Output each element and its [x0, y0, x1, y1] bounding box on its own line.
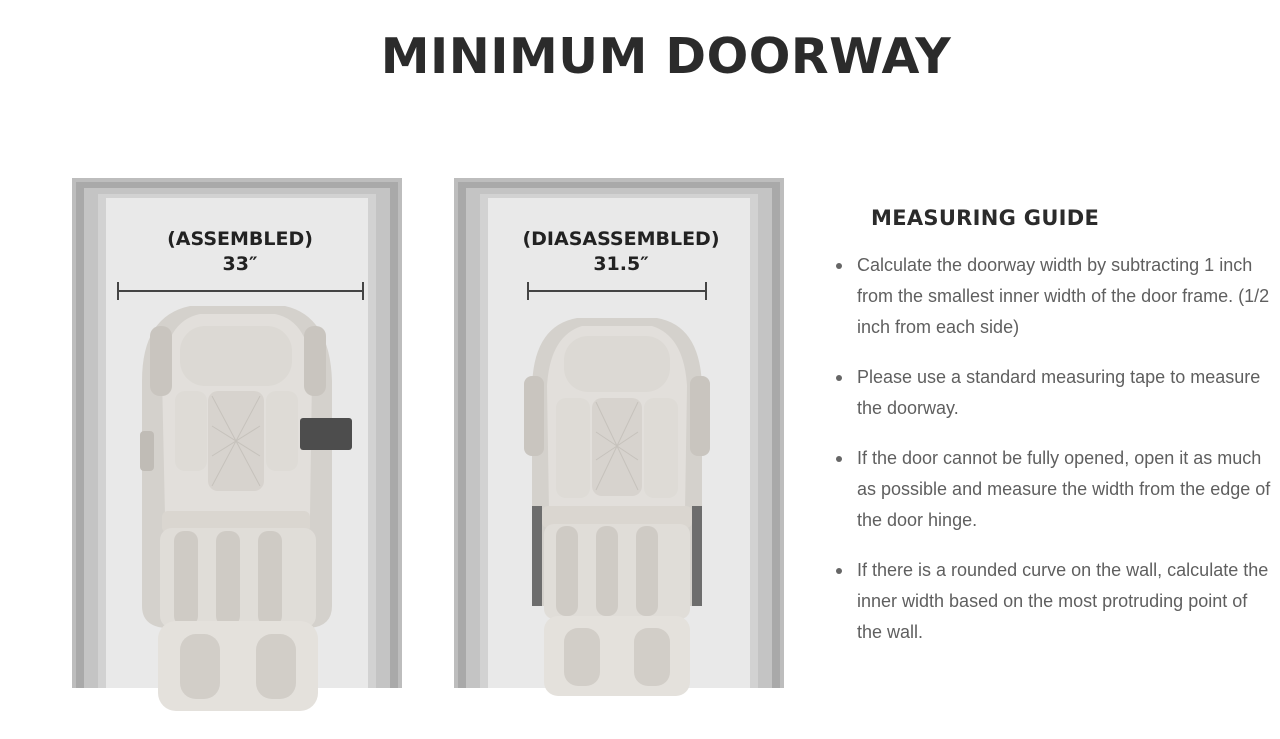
guide-item — [832, 362, 1272, 424]
door-state-label: (DIASASSEMBLED) — [522, 228, 720, 250]
door-width-label-assembled — [140, 229, 340, 276]
page-title: MINIMUM DOORWAY — [380, 28, 952, 85]
guide-list — [832, 250, 1272, 648]
door-width-value: 31.5″ — [593, 252, 649, 275]
door-width-label-disassembled — [518, 229, 724, 276]
bullet-icon — [836, 568, 842, 574]
bullet-icon — [836, 456, 842, 462]
door-width-value: 33″ — [222, 252, 258, 275]
measuring-guide — [832, 206, 1272, 667]
guide-item-text: Calculate the doorway width by subtracting 1 inch from the smallest inner width of the door frame. (1/2 inch from each side) — [857, 255, 1270, 337]
bullet-icon — [836, 375, 842, 381]
guide-item-text: Please use a standard measuring tape to measure the doorway. — [857, 367, 1261, 418]
bullet-icon — [836, 263, 842, 269]
guide-item — [832, 250, 1272, 343]
guide-item — [832, 443, 1272, 536]
guide-title: MEASURING GUIDE — [871, 206, 1100, 230]
massage-chair-image-disassembled — [524, 318, 710, 696]
guide-item-text: If there is a rounded curve on the wall, calculate the inner width based on the most protruding point of the wall. — [857, 560, 1269, 642]
door-state-label: (ASSEMBLED) — [167, 228, 313, 250]
guide-item-text: If the door cannot be fully opened, open it as much as possible and measure the width from the edge of the door hinge. — [857, 448, 1271, 530]
guide-item — [832, 555, 1272, 648]
